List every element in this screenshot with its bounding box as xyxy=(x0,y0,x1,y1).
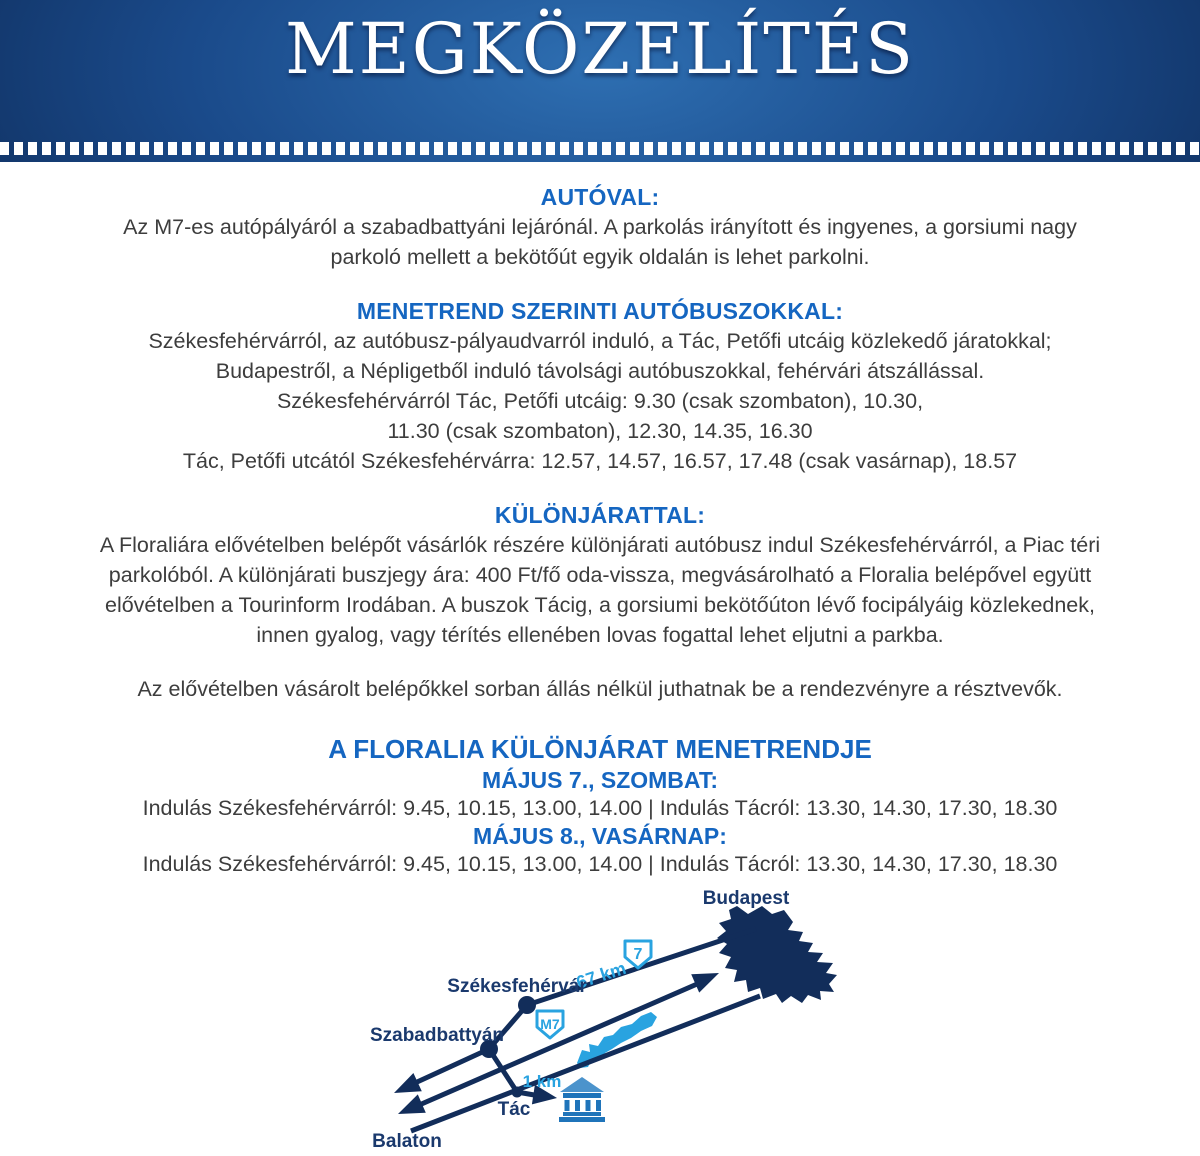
schedule-times-saturday: Indulás Székesfehérvárról: 9.45, 10.15, 13.00, 14.00 | Indulás Tácról: 13.30, 14.30, 17.30, 18.30 xyxy=(142,796,1058,820)
section-heading-scheduled-buses: MENETREND SZERINTI AUTÓBUSZOKKAL: xyxy=(356,298,844,324)
arrow-to-balaton-icon xyxy=(394,1073,422,1093)
text-line: Budapestről, a Népligetből induló távolsági autóbuszokkal, fehérvári átszállással. xyxy=(215,359,985,383)
text-line: 11.30 (csak szombaton), 12.30, 14.35, 16.30 xyxy=(387,419,813,443)
balaton-label: Balaton xyxy=(372,1131,442,1152)
schedule-day-sunday: MÁJUS 8., VASÁRNAP: xyxy=(473,823,727,849)
schedule-day-saturday: MÁJUS 7., SZOMBAT: xyxy=(482,767,718,793)
text-line: Székesfehérvárról Tác, Petőfi utcáig: 9.30 (csak szombaton), 10.30, xyxy=(276,389,924,413)
szekesfehervar-label: Székesfehérvár xyxy=(447,976,587,997)
tac-label: Tác xyxy=(497,1099,531,1120)
arrow-to-budapest-icon xyxy=(691,973,719,993)
schedule-title: A FLORALIA KÜLÖNJÁRAT MENETRENDJE xyxy=(328,734,872,764)
szekesfehervar-dot xyxy=(518,996,536,1014)
advance-ticket-note: Az elővételben vásárolt belépőkkel sorban állás nélkül juthatnak be a rendezvényre a résztvevők. xyxy=(137,677,1063,701)
schedule-times-sunday: Indulás Székesfehérvárról: 9.45, 10.15, 13.00, 14.00 | Indulás Tácról: 13.30, 14.30, 17.30, 18.30 xyxy=(142,852,1058,876)
text-line: Tác, Petőfi utcától Székesfehérvárra: 12.57, 14.57, 16.57, 17.48 (csak vasárnap), 18.57 xyxy=(182,449,1018,473)
budapest-region-shape xyxy=(717,906,837,1003)
text-line: parkolóból. A különjárati buszjegy ára: 400 Ft/fő oda-vissza, megvásárolható a Floralia belépővel együtt xyxy=(108,563,1092,587)
text-line: Székesfehérvárról, az autóbusz-pályaudvarról induló, a Tác, Petőfi utcáig közlekedő járatokkal; xyxy=(148,329,1052,353)
szabadbattyan-label: Szabadbattyán xyxy=(369,1025,505,1046)
page-title: MEGKÖZELÍTÉS xyxy=(284,8,916,90)
m7-motorway-badge xyxy=(537,1011,563,1038)
tac-dot xyxy=(512,1087,523,1098)
section-heading-special-bus: KÜLÖNJÁRATTAL: xyxy=(494,502,706,528)
text-line: A Floraliára elővételben belépőt vásárlók részére különjárati autóbusz indul Székesfehérvárról, a Piac téri xyxy=(99,533,1101,557)
text-line: elővételben a Tourinform Irodában. A buszok Tácig, a gorsiumi bekötőúton lévő focipályáig közlekednek, xyxy=(104,593,1095,617)
distance-1km-label: 1 km xyxy=(522,1072,562,1091)
distance-67km-label: 67 km xyxy=(573,957,629,993)
temple-icon xyxy=(559,1077,605,1122)
arrow-to-balaton-icon xyxy=(398,1094,426,1114)
text-line: Az M7-es autópályáról a szabadbattyáni lejárónál. A parkolás irányított és ingyenes, a gorsiumi nagy xyxy=(123,215,1077,239)
section-heading-by-car: AUTÓVAL: xyxy=(540,184,660,210)
svg-text:7: 7 xyxy=(633,946,643,963)
budapest-label: Budapest xyxy=(702,888,790,909)
text-line: parkoló mellett a bekötőút egyik oldalán is lehet parkolni. xyxy=(330,245,870,269)
text-line: innen gyalog, vagy térítés ellenében lovas fogattal lehet eljutni a parkba. xyxy=(256,623,944,647)
svg-text:M7: M7 xyxy=(540,1016,560,1032)
